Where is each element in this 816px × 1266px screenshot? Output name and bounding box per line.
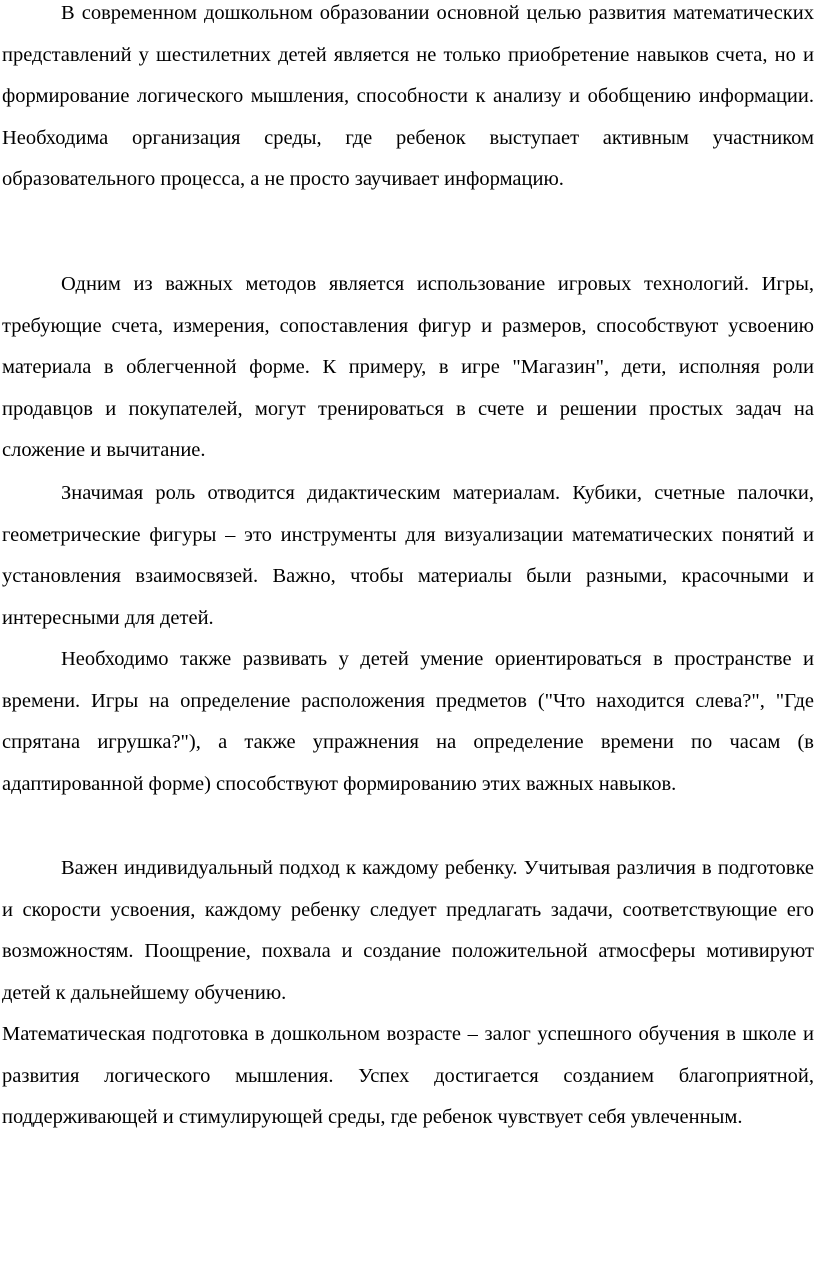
paragraph-3: Значимая роль отводится дидактическим материалам. Кубики, счетные палочки, геометрические фигуры – это инструменты для визуализации математических понятий и установления взаимосвязей. Важно, чтобы материалы были разными, красочными и интересными для детей. — [2, 482, 814, 629]
paragraph-1: В современном дошкольном образовании основной целью развития математических представлений у шестилетних детей является не только приобретение навыков счета, но и формирование логического мышления, способности к анализу и обобщению информации. Необходима организация среды, где ребенок выступает активным участником образовательного процесса, а не просто заучивает информацию. — [2, 2, 814, 191]
paragraph-2: Одним из важных методов является использование игровых технологий. Игры, требующие счета, измерения, сопоставления фигур и размеров, способствуют усвоению материала в облегченной форме. К примеру, в игре "Магазин", дети, исполняя роли продавцов и покупателей, могут тренироваться в счете и решении простых задач на сложение и вычитание. — [2, 273, 814, 462]
paragraph-5: Важен индивидуальный подход к каждому ребенку. Учитывая различия в подготовке и скорости усвоения, каждому ребенку следует предлагать задачи, соответствующие его возможностям. Поощрение, похвала и создание положительной атмосферы мотивируют детей к дальнейшему обучению. — [2, 857, 814, 1004]
paragraph-4: Необходимо также развивать у детей умение ориентироваться в пространстве и времени. Игры на определение расположения предметов ("Что находится слева?", "Где спрятана игрушка?"), а также упражнения на определение времени по часам (в адаптированной форме) способствуют формированию этих важных навыков. — [2, 648, 814, 795]
paragraph-6: Математическая подготовка в дошкольном возрасте – залог успешного обучения в школе и развития логического мышления. Успех достигается созданием благоприятной, поддерживающей и стимулирующей среды, где ребенок чувствует себя увлеченным. — [2, 1023, 814, 1129]
